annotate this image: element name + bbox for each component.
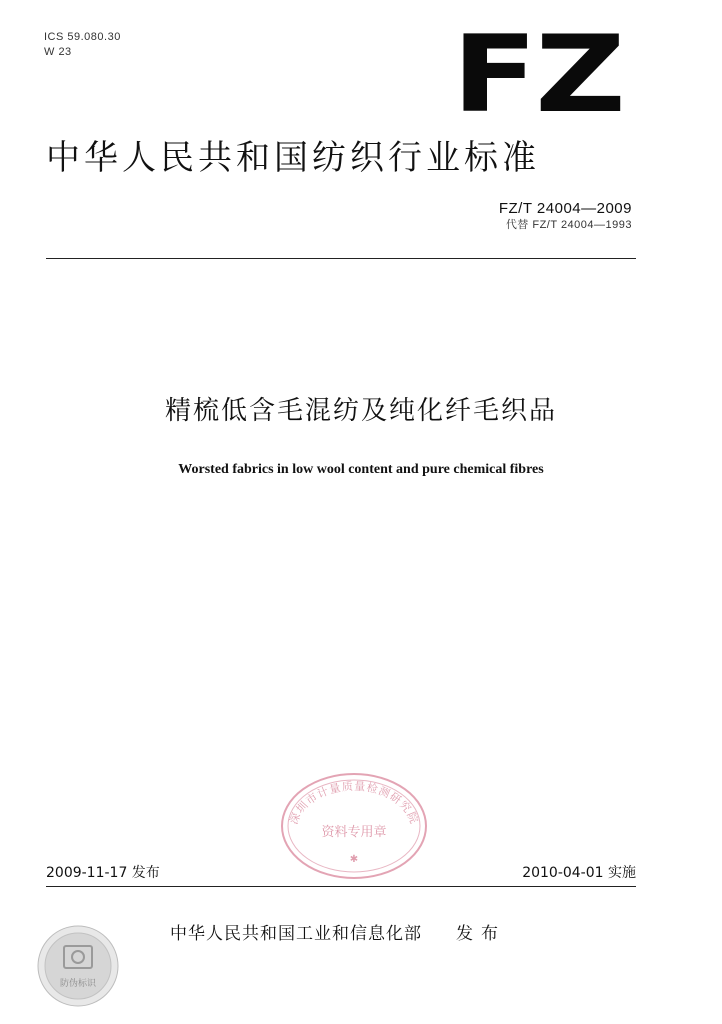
standard-number-block (499, 200, 632, 232)
stamp-inner-text: 资料专用章 (321, 825, 387, 840)
standard-title: 中华人民共和国纺织行业标准 (46, 138, 540, 178)
issuer-name: 中华人民共和国工业和信息化部 (170, 924, 422, 944)
dates-row (46, 862, 636, 887)
replaces-standard: 代替 FZ/T 24004—1993 (505, 219, 632, 231)
document-title-english: Worsted fabrics in low wool content and pure chemical fibres (178, 462, 544, 477)
effective-date: 2010-04-01 实施 (522, 865, 636, 881)
ics-codes (44, 30, 121, 60)
standard-number: FZ/T 24004—2009 (498, 200, 632, 217)
category-code: W 23 (44, 46, 72, 58)
anti-counterfeit-seal (36, 924, 120, 1008)
issuer-verb: 发布 (456, 924, 506, 944)
header-divider (46, 258, 636, 259)
fz-logo: FZ (452, 13, 624, 136)
ics-code: ICS 59.080.30 (44, 31, 121, 43)
stamp-outer-text: 深圳市计量质量检测研究院 (287, 779, 421, 827)
seal-text: 防伪标识 (59, 979, 97, 989)
issuer-line (170, 922, 506, 946)
document-title: 精梳低含毛混纺及纯化纤毛织品 (164, 396, 557, 426)
stamp-star-icon: ✱ (349, 854, 359, 865)
issue-date: 2009-11-17 发布 (46, 865, 160, 881)
